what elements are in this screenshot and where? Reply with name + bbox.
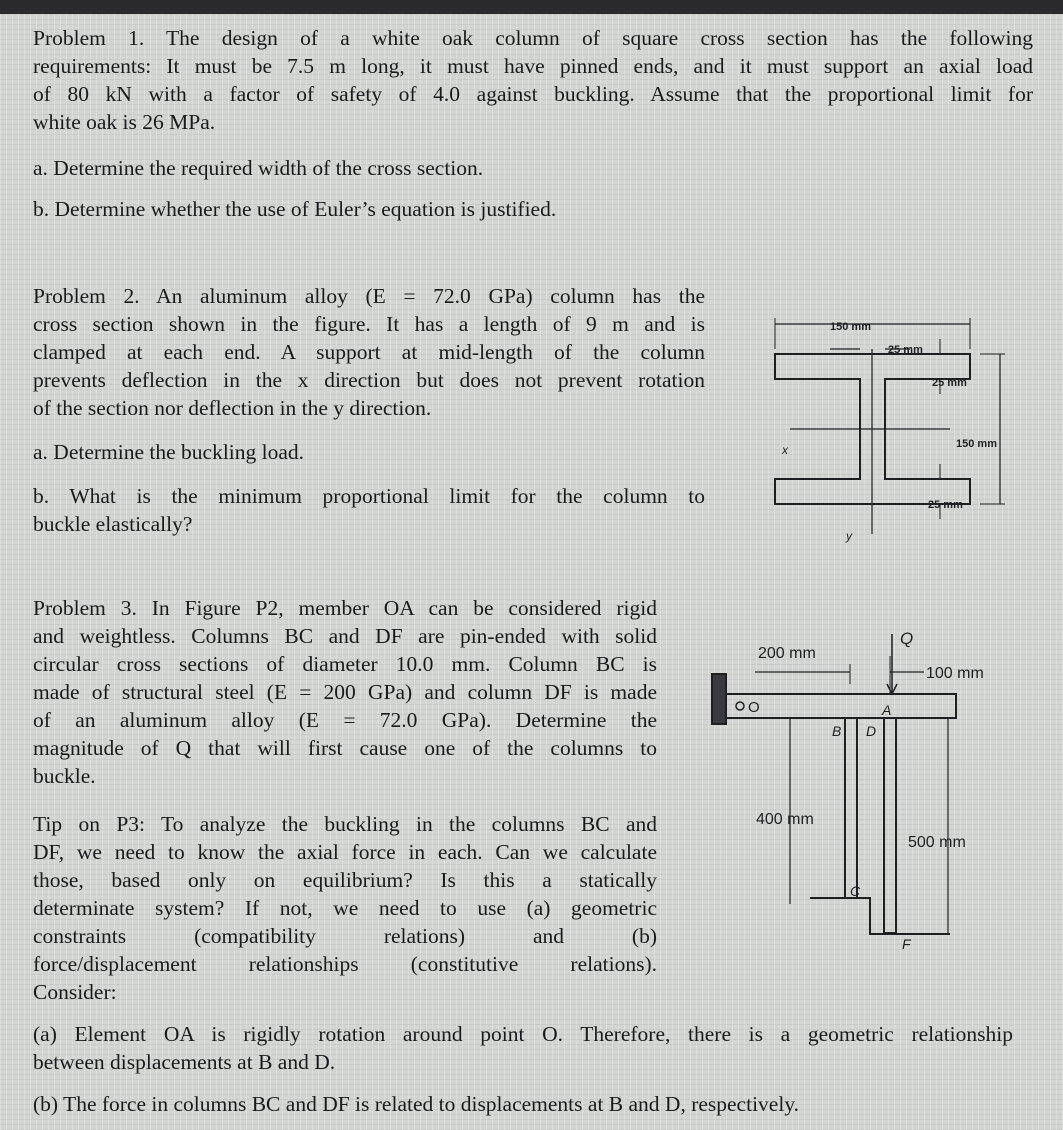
problem-2-line: prevents deflection in the x direction but does not prevent rotation [33, 368, 705, 392]
tip-line: Consider: [33, 980, 117, 1004]
problem-2-statement [33, 282, 705, 422]
tip-p3 [33, 810, 657, 1006]
point-f-label: F [902, 936, 911, 952]
i-beam-cross-section-figure [760, 294, 1050, 554]
problem-1-line: white oak is 26 MPa. [33, 110, 216, 134]
x-axis-label: x [782, 443, 788, 457]
problem-3-line: Problem 3. In Figure P2, member OA can be considered rigid [33, 596, 657, 620]
web-thickness-label: 25 mm [888, 344, 923, 356]
problem-2-line: clamped at each end. A support at mid-length of the column [33, 340, 705, 364]
problem-3-line: made of structural steel (E = 200 GPa) and column DF is made [33, 680, 657, 704]
rigid-member-oa [726, 694, 956, 718]
problem-3-line: buckle. [33, 764, 96, 788]
problem-2-line: cross section shown in the figure. It has a length of 9 m and is [33, 312, 705, 336]
point-c-label: C [850, 883, 861, 899]
y-axis-label: y [846, 529, 852, 543]
dim-da-label: 100 mm [926, 665, 984, 682]
ground-support [810, 898, 950, 934]
load-q-label: Q [900, 629, 914, 648]
column-bc [845, 718, 857, 898]
flange-thickness-label: 25 mm [932, 377, 967, 389]
problem-3-line: and weightless. Columns BC and DF are pin-ended with solid [33, 624, 657, 648]
problem-3-line: circular cross sections of diameter 10.0 mm. Column BC is [33, 652, 657, 676]
point-b-label: B [832, 723, 842, 739]
point-a-label: A [882, 702, 892, 718]
tip-line: Tip on P3: To analyze the buckling in the columns BC and [33, 812, 657, 836]
problem-sheet [0, 14, 1063, 1130]
len-df-label: 500 mm [908, 834, 966, 851]
tip-line: those, based only on equilibrium? Is this a statically [33, 868, 657, 892]
pin-o [736, 702, 744, 710]
problem-2-part-b-line: b. What is the minimum proportional limit for the column to [33, 484, 705, 508]
problem-3-line: of an aluminum alloy (E = 72.0 GPa). Determine the [33, 708, 657, 732]
dim-ob-label: 200 mm [758, 645, 816, 662]
problem-2-line: of the section nor deflection in the y direction. [33, 396, 432, 420]
point-o-label: O [748, 699, 760, 716]
bottom-flange-label: 25 mm [928, 499, 963, 511]
problem-1-statement [33, 24, 1033, 136]
top-bezel [0, 0, 1063, 14]
width-label: 150 mm [830, 321, 871, 333]
tip-line: DF, we need to know the axial force in each. Can we calculate [33, 840, 657, 864]
wall-support-o [712, 674, 726, 724]
problem-3-statement [33, 594, 657, 790]
problem-2-part-a: a. Determine the buckling load. [33, 440, 305, 464]
problem-2-part-b [33, 482, 705, 538]
tip-item-b: (b) The force in columns BC and DF is related to displacements at B and D, respectively. [33, 1092, 800, 1116]
len-bc-label: 400 mm [756, 811, 814, 828]
problem-1-line: requirements: It must be 7.5 m long, it must have pinned ends, and it must support an axial load [33, 54, 1033, 78]
height-label: 150 mm [956, 438, 997, 450]
problem-3-line: magnitude of Q that will first cause one of the columns to [33, 736, 657, 760]
column-df [884, 718, 896, 933]
tip-line: determinate system? If not, we need to use (a) geometric [33, 896, 657, 920]
problem-2-line: Problem 2. An aluminum alloy (E = 72.0 GPa) column has the [33, 284, 705, 308]
point-d-label: D [866, 723, 877, 739]
tip-line: force/displacement relationships (constitutive relations). [33, 952, 657, 976]
problem-1-line: of 80 kN with a factor of safety of 4.0 against buckling. Assume that the proportional limit for [33, 82, 1033, 106]
rigid-bar-columns-figure [700, 604, 1040, 964]
problem-1-part-b: b. Determine whether the use of Euler’s equation is justified. [33, 197, 557, 221]
problem-1-part-a: a. Determine the required width of the cross section. [33, 156, 484, 180]
problem-1-line: Problem 1. The design of a white oak column of square cross section has the following [33, 26, 1033, 50]
tip-item-a-line: between displacements at B and D. [33, 1050, 336, 1074]
problem-2-part-b-line: buckle elastically? [33, 512, 193, 536]
tip-item-a [33, 1020, 1013, 1076]
tip-item-a-line: (a) Element OA is rigidly rotation around point O. Therefore, there is a geometric relationship [33, 1022, 1013, 1046]
tip-line: constraints (compatibility relations) and (b) [33, 924, 657, 948]
